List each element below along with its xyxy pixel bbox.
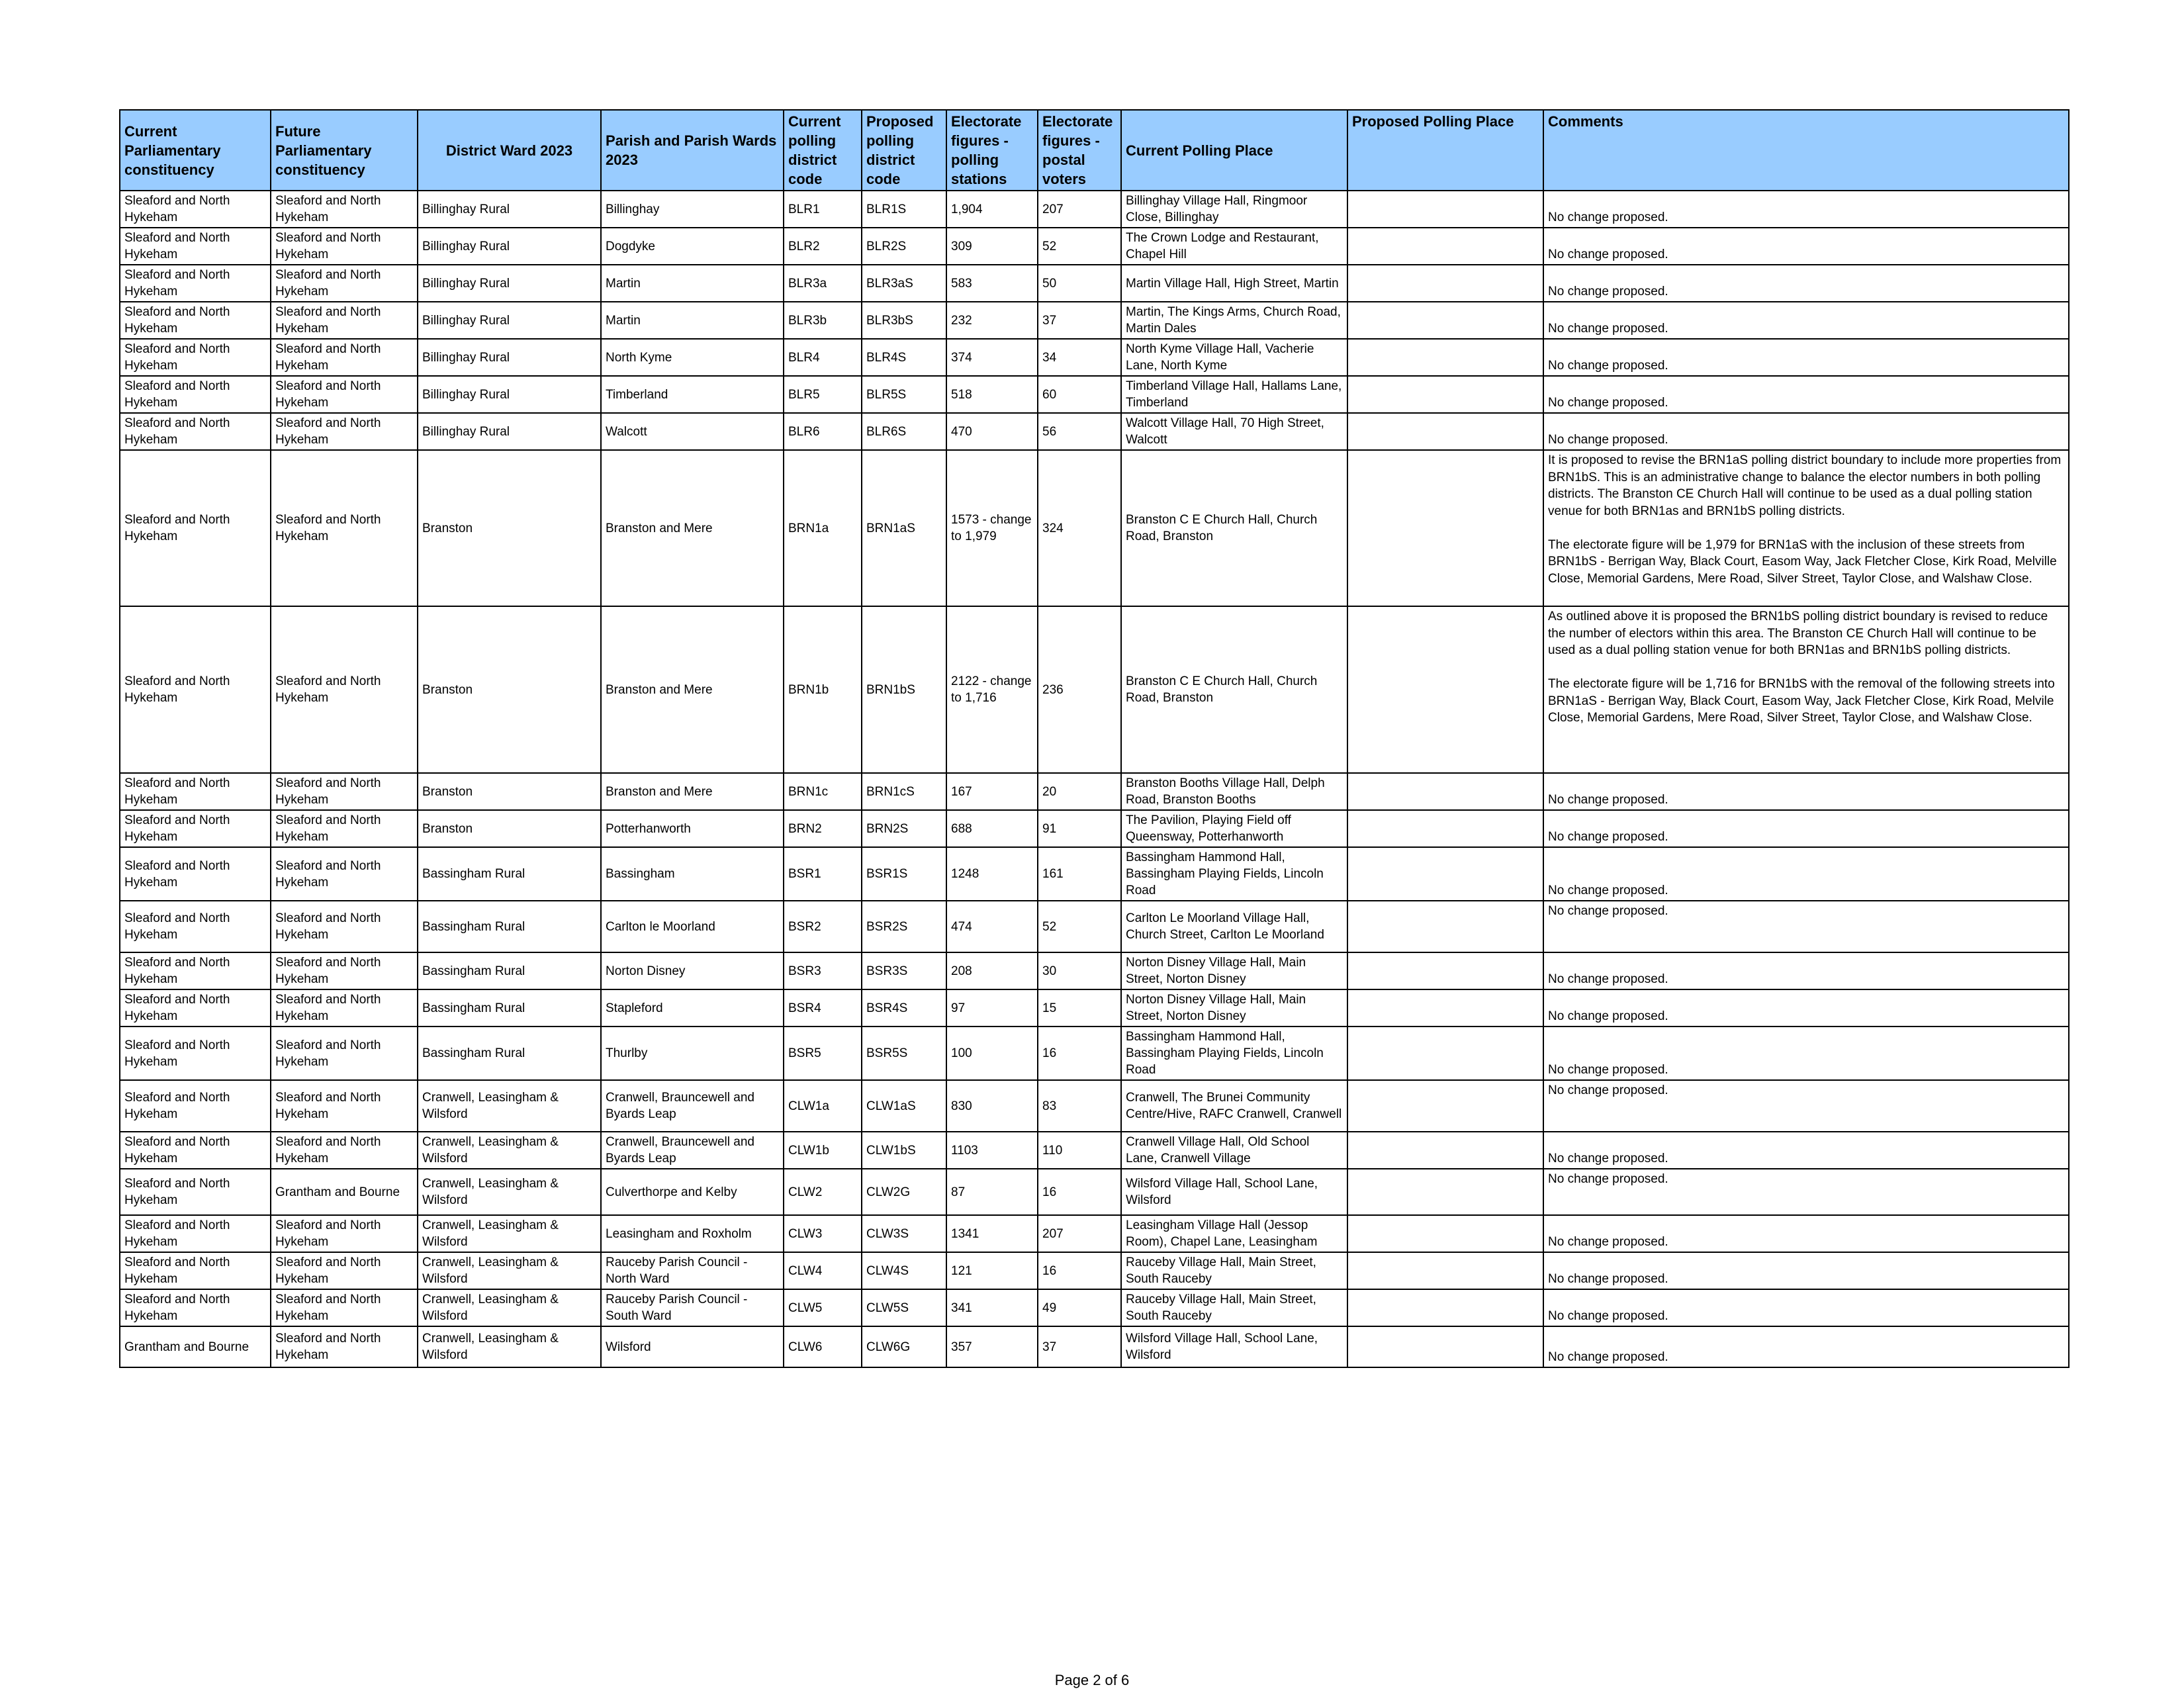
header-proposed-place: Proposed Polling Place: [1347, 110, 1543, 191]
proposed-place-cell: [1347, 228, 1543, 265]
future-constituency-cell: Sleaford and North Hykeham: [271, 952, 418, 989]
electorate-postal-cell: 110: [1038, 1132, 1121, 1169]
district-ward-cell: Cranwell, Leasingham & Wilsford: [418, 1080, 601, 1132]
current-constituency-cell: Sleaford and North Hykeham: [120, 339, 271, 376]
district-ward-cell: Billinghay Rural: [418, 376, 601, 413]
parish-cell: Dogdyke: [601, 228, 784, 265]
electorate-stations-cell: 518: [946, 376, 1038, 413]
page-number: Page 2 of 6: [1054, 1672, 1130, 1688]
current-code-cell: CLW2: [784, 1169, 862, 1215]
district-ward-cell: Bassingham Rural: [418, 1027, 601, 1080]
district-ward-cell: Billinghay Rural: [418, 339, 601, 376]
current-place-cell: Cranwell, The Brunei Community Centre/Hive, RAFC Cranwell, Cranwell: [1121, 1080, 1347, 1132]
future-constituency-cell: Sleaford and North Hykeham: [271, 228, 418, 265]
parish-cell: North Kyme: [601, 339, 784, 376]
district-ward-cell: Billinghay Rural: [418, 265, 601, 302]
electorate-stations-cell: 87: [946, 1169, 1038, 1215]
proposed-code-cell: BRN1cS: [862, 773, 946, 810]
proposed-place-cell: [1347, 1289, 1543, 1326]
future-constituency-cell: Sleaford and North Hykeham: [271, 1326, 418, 1367]
future-constituency-cell: Sleaford and North Hykeham: [271, 413, 418, 450]
comment-cell: No change proposed.: [1543, 952, 2069, 989]
current-code-cell: BSR5: [784, 1027, 862, 1080]
current-constituency-cell: Sleaford and North Hykeham: [120, 228, 271, 265]
parish-cell: Cranwell, Brauncewell and Byards Leap: [601, 1132, 784, 1169]
proposed-code-cell: CLW5S: [862, 1289, 946, 1326]
current-constituency-cell: Sleaford and North Hykeham: [120, 952, 271, 989]
header-comments: Comments: [1543, 110, 2069, 191]
proposed-place-cell: [1347, 1132, 1543, 1169]
electorate-postal-cell: 15: [1038, 989, 1121, 1027]
proposed-code-cell: BSR1S: [862, 847, 946, 901]
table-row: [120, 1289, 2069, 1326]
comment-cell: No change proposed.: [1543, 1027, 2069, 1080]
district-ward-cell: Bassingham Rural: [418, 989, 601, 1027]
parish-cell: Rauceby Parish Council - North Ward: [601, 1252, 784, 1289]
header-electorate-postal: Electorate figures - postal voters: [1038, 110, 1121, 191]
parish-cell: Cranwell, Brauncewell and Byards Leap: [601, 1080, 784, 1132]
district-ward-cell: Cranwell, Leasingham & Wilsford: [418, 1289, 601, 1326]
proposed-code-cell: BSR5S: [862, 1027, 946, 1080]
electorate-postal-cell: 56: [1038, 413, 1121, 450]
district-ward-cell: Branston: [418, 810, 601, 847]
electorate-postal-cell: 83: [1038, 1080, 1121, 1132]
district-ward-cell: Billinghay Rural: [418, 191, 601, 228]
current-place-cell: Norton Disney Village Hall, Main Street, Norton Disney: [1121, 989, 1347, 1027]
future-constituency-cell: Sleaford and North Hykeham: [271, 773, 418, 810]
parish-cell: Rauceby Parish Council - South Ward: [601, 1289, 784, 1326]
electorate-postal-cell: 34: [1038, 339, 1121, 376]
current-place-cell: The Crown Lodge and Restaurant, Chapel Hill: [1121, 228, 1347, 265]
proposed-place-cell: [1347, 1169, 1543, 1215]
electorate-postal-cell: 324: [1038, 450, 1121, 606]
electorate-postal-cell: 207: [1038, 191, 1121, 228]
electorate-stations-cell: 688: [946, 810, 1038, 847]
parish-cell: Walcott: [601, 413, 784, 450]
current-code-cell: BLR2: [784, 228, 862, 265]
current-constituency-cell: Sleaford and North Hykeham: [120, 1252, 271, 1289]
electorate-postal-cell: 52: [1038, 228, 1121, 265]
current-place-cell: The Pavilion, Playing Field off Queensway, Potterhanworth: [1121, 810, 1347, 847]
proposed-code-cell: BLR6S: [862, 413, 946, 450]
comment-cell: No change proposed.: [1543, 1252, 2069, 1289]
electorate-postal-cell: 207: [1038, 1215, 1121, 1252]
proposed-code-cell: CLW1bS: [862, 1132, 946, 1169]
electorate-postal-cell: 49: [1038, 1289, 1121, 1326]
electorate-postal-cell: 16: [1038, 1169, 1121, 1215]
parish-cell: Bassingham: [601, 847, 784, 901]
current-constituency-cell: Sleaford and North Hykeham: [120, 773, 271, 810]
table-row: [120, 1080, 2069, 1132]
parish-cell: Branston and Mere: [601, 606, 784, 773]
current-code-cell: CLW6: [784, 1326, 862, 1367]
proposed-place-cell: [1347, 606, 1543, 773]
polling-districts-table: [119, 109, 2070, 1368]
electorate-stations-cell: 1248: [946, 847, 1038, 901]
district-ward-cell: Bassingham Rural: [418, 952, 601, 989]
current-constituency-cell: Sleaford and North Hykeham: [120, 265, 271, 302]
proposed-place-cell: [1347, 302, 1543, 339]
proposed-place-cell: [1347, 1080, 1543, 1132]
current-code-cell: CLW5: [784, 1289, 862, 1326]
current-place-cell: Wilsford Village Hall, School Lane, Wilsford: [1121, 1169, 1347, 1215]
header-electorate-stations: Electorate figures - polling stations: [946, 110, 1038, 191]
parish-cell: Potterhanworth: [601, 810, 784, 847]
current-constituency-cell: Sleaford and North Hykeham: [120, 1289, 271, 1326]
future-constituency-cell: Sleaford and North Hykeham: [271, 606, 418, 773]
proposed-place-cell: [1347, 773, 1543, 810]
parish-cell: Carlton le Moorland: [601, 901, 784, 952]
proposed-place-cell: [1347, 989, 1543, 1027]
proposed-place-cell: [1347, 952, 1543, 989]
table-row: [120, 1132, 2069, 1169]
proposed-place-cell: [1347, 1252, 1543, 1289]
current-code-cell: CLW1a: [784, 1080, 862, 1132]
current-code-cell: BRN1c: [784, 773, 862, 810]
current-place-cell: Branston C E Church Hall, Church Road, Branston: [1121, 606, 1347, 773]
future-constituency-cell: Sleaford and North Hykeham: [271, 1289, 418, 1326]
proposed-place-cell: [1347, 450, 1543, 606]
electorate-postal-cell: 20: [1038, 773, 1121, 810]
parish-cell: Timberland: [601, 376, 784, 413]
electorate-stations-cell: 1,904: [946, 191, 1038, 228]
comment-cell: No change proposed.: [1543, 376, 2069, 413]
comment-cell: No change proposed.: [1543, 847, 2069, 901]
current-place-cell: Norton Disney Village Hall, Main Street, Norton Disney: [1121, 952, 1347, 989]
proposed-code-cell: BLR1S: [862, 191, 946, 228]
comment-cell: No change proposed.: [1543, 773, 2069, 810]
current-code-cell: BSR3: [784, 952, 862, 989]
current-constituency-cell: Sleaford and North Hykeham: [120, 302, 271, 339]
electorate-postal-cell: 161: [1038, 847, 1121, 901]
electorate-postal-cell: 30: [1038, 952, 1121, 989]
proposed-code-cell: BRN1bS: [862, 606, 946, 773]
current-place-cell: Walcott Village Hall, 70 High Street, Walcott: [1121, 413, 1347, 450]
parish-cell: Billinghay: [601, 191, 784, 228]
current-code-cell: BRN2: [784, 810, 862, 847]
current-place-cell: Branston C E Church Hall, Church Road, Branston: [1121, 450, 1347, 606]
proposed-place-cell: [1347, 413, 1543, 450]
electorate-stations-cell: 97: [946, 989, 1038, 1027]
current-constituency-cell: Grantham and Bourne: [120, 1326, 271, 1367]
proposed-code-cell: BLR2S: [862, 228, 946, 265]
comment-cell: No change proposed.: [1543, 228, 2069, 265]
comment-cell: No change proposed.: [1543, 989, 2069, 1027]
parish-cell: Martin: [601, 265, 784, 302]
electorate-stations-cell: 208: [946, 952, 1038, 989]
current-place-cell: Billinghay Village Hall, Ringmoor Close, Billinghay: [1121, 191, 1347, 228]
current-code-cell: CLW4: [784, 1252, 862, 1289]
table-row: [120, 901, 2069, 952]
electorate-stations-cell: 1103: [946, 1132, 1038, 1169]
table-body: [120, 191, 2069, 1367]
district-ward-cell: Cranwell, Leasingham & Wilsford: [418, 1215, 601, 1252]
proposed-code-cell: CLW3S: [862, 1215, 946, 1252]
table-row: [120, 1027, 2069, 1080]
parish-cell: Culverthorpe and Kelby: [601, 1169, 784, 1215]
current-place-cell: North Kyme Village Hall, Vacherie Lane, North Kyme: [1121, 339, 1347, 376]
district-ward-cell: Branston: [418, 606, 601, 773]
current-constituency-cell: Sleaford and North Hykeham: [120, 901, 271, 952]
electorate-stations-cell: 357: [946, 1326, 1038, 1367]
comment-cell: It is proposed to revise the BRN1aS polling district boundary to include more properties from BRN1bS. This is an administrative change to balance the elector numbers in both polling districts. The Branston CE Church Hall will continue to be used as a dual polling station venue for both BRN1as and BRN1bS polling districts. The electorate figure will be 1,979 for BRN1aS with the inclusion of these streets from BRN1bS - Berrigan Way, Black Court, Easom Way, Jack Fletcher Close, Kirk Road, Melville Close, Memorial Gardens, Mere Road, Silver Street, Taylor Close, and Walshaw Close.: [1543, 450, 2069, 606]
district-ward-cell: Billinghay Rural: [418, 302, 601, 339]
current-place-cell: Leasingham Village Hall (Jessop Room), Chapel Lane, Leasingham: [1121, 1215, 1347, 1252]
comment-cell: No change proposed.: [1543, 265, 2069, 302]
proposed-code-cell: BLR4S: [862, 339, 946, 376]
proposed-place-cell: [1347, 265, 1543, 302]
proposed-code-cell: BRN2S: [862, 810, 946, 847]
proposed-code-cell: CLW2G: [862, 1169, 946, 1215]
current-code-cell: CLW1b: [784, 1132, 862, 1169]
table-row: [120, 376, 2069, 413]
future-constituency-cell: Sleaford and North Hykeham: [271, 901, 418, 952]
proposed-place-cell: [1347, 376, 1543, 413]
comment-cell: No change proposed.: [1543, 1289, 2069, 1326]
proposed-place-cell: [1347, 1215, 1543, 1252]
current-code-cell: CLW3: [784, 1215, 862, 1252]
table-row: [120, 191, 2069, 228]
current-code-cell: BRN1a: [784, 450, 862, 606]
current-place-cell: Branston Booths Village Hall, Delph Road, Branston Booths: [1121, 773, 1347, 810]
future-constituency-cell: Sleaford and North Hykeham: [271, 265, 418, 302]
comment-cell: No change proposed.: [1543, 901, 2069, 952]
proposed-place-cell: [1347, 339, 1543, 376]
current-constituency-cell: Sleaford and North Hykeham: [120, 847, 271, 901]
proposed-code-cell: CLW4S: [862, 1252, 946, 1289]
current-place-cell: Martin Village Hall, High Street, Martin: [1121, 265, 1347, 302]
current-constituency-cell: Sleaford and North Hykeham: [120, 1080, 271, 1132]
current-constituency-cell: Sleaford and North Hykeham: [120, 606, 271, 773]
future-constituency-cell: Sleaford and North Hykeham: [271, 810, 418, 847]
proposed-code-cell: BLR5S: [862, 376, 946, 413]
parish-cell: Thurlby: [601, 1027, 784, 1080]
electorate-stations-cell: 374: [946, 339, 1038, 376]
current-constituency-cell: Sleaford and North Hykeham: [120, 989, 271, 1027]
proposed-place-cell: [1347, 1326, 1543, 1367]
future-constituency-cell: Sleaford and North Hykeham: [271, 989, 418, 1027]
current-constituency-cell: Sleaford and North Hykeham: [120, 1027, 271, 1080]
current-constituency-cell: Sleaford and North Hykeham: [120, 191, 271, 228]
header-current-place: Current Polling Place: [1121, 110, 1347, 191]
current-constituency-cell: Sleaford and North Hykeham: [120, 1215, 271, 1252]
current-code-cell: BLR3b: [784, 302, 862, 339]
header-parish: Parish and Parish Wards 2023: [601, 110, 784, 191]
current-place-cell: Timberland Village Hall, Hallams Lane, Timberland: [1121, 376, 1347, 413]
future-constituency-cell: Sleaford and North Hykeham: [271, 1252, 418, 1289]
parish-cell: Leasingham and Roxholm: [601, 1215, 784, 1252]
proposed-place-cell: [1347, 901, 1543, 952]
table-row: [120, 228, 2069, 265]
comment-cell: No change proposed.: [1543, 413, 2069, 450]
proposed-place-cell: [1347, 810, 1543, 847]
proposed-place-cell: [1347, 1027, 1543, 1080]
future-constituency-cell: Sleaford and North Hykeham: [271, 191, 418, 228]
electorate-stations-cell: 121: [946, 1252, 1038, 1289]
proposed-place-cell: [1347, 191, 1543, 228]
proposed-code-cell: CLW1aS: [862, 1080, 946, 1132]
electorate-postal-cell: 50: [1038, 265, 1121, 302]
table-row: [120, 810, 2069, 847]
table-row: [120, 302, 2069, 339]
comment-cell: No change proposed.: [1543, 1326, 2069, 1367]
electorate-stations-cell: 2122 - change to 1,716: [946, 606, 1038, 773]
comment-cell: As outlined above it is proposed the BRN1bS polling district boundary is revised to reduce the number of electors within this area. The Branston CE Church Hall will continue to be used as a dual polling station venue for both BRN1as and BRN1bS polling districts. The electorate figure will be 1,716 for BRN1bS with the removal of the following streets into BRN1aS - Berrigan Way, Black Court, Easom Way, Jack Fletcher Close, Kirk Road, Melvile Close, Memorial Gardens, Mere Road, Silver Street, Taylor Close, and Walshaw Close.: [1543, 606, 2069, 773]
table-row: [120, 1252, 2069, 1289]
comment-cell: No change proposed.: [1543, 302, 2069, 339]
electorate-postal-cell: 16: [1038, 1252, 1121, 1289]
parish-cell: Wilsford: [601, 1326, 784, 1367]
comment-cell: No change proposed.: [1543, 1215, 2069, 1252]
district-ward-cell: Bassingham Rural: [418, 901, 601, 952]
table-row: [120, 1215, 2069, 1252]
current-code-cell: BLR1: [784, 191, 862, 228]
header-district-ward: District Ward 2023: [418, 110, 601, 191]
electorate-stations-cell: 583: [946, 265, 1038, 302]
electorate-postal-cell: 16: [1038, 1027, 1121, 1080]
header-current-constituency: Current Parliamentary constituency: [120, 110, 271, 191]
future-constituency-cell: Sleaford and North Hykeham: [271, 376, 418, 413]
parish-cell: Branston and Mere: [601, 450, 784, 606]
current-code-cell: BLR4: [784, 339, 862, 376]
table-row: [120, 450, 2069, 606]
current-code-cell: BRN1b: [784, 606, 862, 773]
proposed-code-cell: BSR4S: [862, 989, 946, 1027]
current-place-cell: Rauceby Village Hall, Main Street, South Rauceby: [1121, 1252, 1347, 1289]
current-code-cell: BLR3a: [784, 265, 862, 302]
district-ward-cell: Bassingham Rural: [418, 847, 601, 901]
proposed-code-cell: CLW6G: [862, 1326, 946, 1367]
table-row: [120, 606, 2069, 773]
proposed-code-cell: BSR2S: [862, 901, 946, 952]
current-constituency-cell: Sleaford and North Hykeham: [120, 450, 271, 606]
electorate-stations-cell: 232: [946, 302, 1038, 339]
parish-cell: Martin: [601, 302, 784, 339]
current-constituency-cell: Sleaford and North Hykeham: [120, 413, 271, 450]
district-ward-cell: Billinghay Rural: [418, 228, 601, 265]
electorate-postal-cell: 60: [1038, 376, 1121, 413]
future-constituency-cell: Sleaford and North Hykeham: [271, 302, 418, 339]
future-constituency-cell: Sleaford and North Hykeham: [271, 1132, 418, 1169]
proposed-code-cell: BRN1aS: [862, 450, 946, 606]
current-place-cell: Rauceby Village Hall, Main Street, South Rauceby: [1121, 1289, 1347, 1326]
electorate-stations-cell: 341: [946, 1289, 1038, 1326]
current-code-cell: BLR5: [784, 376, 862, 413]
future-constituency-cell: Sleaford and North Hykeham: [271, 450, 418, 606]
current-place-cell: Wilsford Village Hall, School Lane, Wilsford: [1121, 1326, 1347, 1367]
table-row: [120, 1169, 2069, 1215]
current-place-cell: Bassingham Hammond Hall, Bassingham Playing Fields, Lincoln Road: [1121, 1027, 1347, 1080]
current-code-cell: BSR2: [784, 901, 862, 952]
future-constituency-cell: Sleaford and North Hykeham: [271, 847, 418, 901]
electorate-stations-cell: 167: [946, 773, 1038, 810]
header-proposed-code: Proposed polling district code: [862, 110, 946, 191]
district-ward-cell: Cranwell, Leasingham & Wilsford: [418, 1252, 601, 1289]
district-ward-cell: Branston: [418, 450, 601, 606]
electorate-stations-cell: 1341: [946, 1215, 1038, 1252]
current-constituency-cell: Sleaford and North Hykeham: [120, 810, 271, 847]
proposed-code-cell: BLR3aS: [862, 265, 946, 302]
electorate-postal-cell: 37: [1038, 302, 1121, 339]
table-row: [120, 413, 2069, 450]
future-constituency-cell: Sleaford and North Hykeham: [271, 1215, 418, 1252]
electorate-stations-cell: 309: [946, 228, 1038, 265]
current-code-cell: BLR6: [784, 413, 862, 450]
electorate-postal-cell: 37: [1038, 1326, 1121, 1367]
table-header: [120, 110, 2069, 191]
table-row: [120, 1326, 2069, 1367]
current-place-cell: Bassingham Hammond Hall, Bassingham Playing Fields, Lincoln Road: [1121, 847, 1347, 901]
electorate-postal-cell: 91: [1038, 810, 1121, 847]
current-constituency-cell: Sleaford and North Hykeham: [120, 376, 271, 413]
district-ward-cell: Billinghay Rural: [418, 413, 601, 450]
electorate-stations-cell: 830: [946, 1080, 1038, 1132]
comment-cell: No change proposed.: [1543, 1080, 2069, 1132]
electorate-stations-cell: 1573 - change to 1,979: [946, 450, 1038, 606]
table-row: [120, 339, 2069, 376]
comment-cell: No change proposed.: [1543, 191, 2069, 228]
electorate-postal-cell: 236: [1038, 606, 1121, 773]
future-constituency-cell: Sleaford and North Hykeham: [271, 339, 418, 376]
parish-cell: Stapleford: [601, 989, 784, 1027]
electorate-stations-cell: 100: [946, 1027, 1038, 1080]
electorate-stations-cell: 470: [946, 413, 1038, 450]
district-ward-cell: Branston: [418, 773, 601, 810]
current-place-cell: Martin, The Kings Arms, Church Road, Martin Dales: [1121, 302, 1347, 339]
proposed-code-cell: BSR3S: [862, 952, 946, 989]
current-code-cell: BSR4: [784, 989, 862, 1027]
proposed-code-cell: BLR3bS: [862, 302, 946, 339]
current-constituency-cell: Sleaford and North Hykeham: [120, 1169, 271, 1215]
current-place-cell: Cranwell Village Hall, Old School Lane, Cranwell Village: [1121, 1132, 1347, 1169]
district-ward-cell: Cranwell, Leasingham & Wilsford: [418, 1326, 601, 1367]
current-place-cell: Carlton Le Moorland Village Hall, Church Street, Carlton Le Moorland: [1121, 901, 1347, 952]
electorate-stations-cell: 474: [946, 901, 1038, 952]
current-code-cell: BSR1: [784, 847, 862, 901]
parish-cell: Norton Disney: [601, 952, 784, 989]
comment-cell: No change proposed.: [1543, 339, 2069, 376]
comment-cell: No change proposed.: [1543, 1132, 2069, 1169]
parish-cell: Branston and Mere: [601, 773, 784, 810]
table-row: [120, 847, 2069, 901]
table-row: [120, 952, 2069, 989]
comment-cell: No change proposed.: [1543, 1169, 2069, 1215]
current-constituency-cell: Sleaford and North Hykeham: [120, 1132, 271, 1169]
district-ward-cell: Cranwell, Leasingham & Wilsford: [418, 1169, 601, 1215]
table-row: [120, 265, 2069, 302]
future-constituency-cell: Sleaford and North Hykeham: [271, 1080, 418, 1132]
future-constituency-cell: Grantham and Bourne: [271, 1169, 418, 1215]
comment-cell: No change proposed.: [1543, 810, 2069, 847]
table-row: [120, 773, 2069, 810]
header-future-constituency: Future Parliamentary constituency: [271, 110, 418, 191]
header-current-code: Current polling district code: [784, 110, 862, 191]
electorate-postal-cell: 52: [1038, 901, 1121, 952]
future-constituency-cell: Sleaford and North Hykeham: [271, 1027, 418, 1080]
table-row: [120, 989, 2069, 1027]
proposed-place-cell: [1347, 847, 1543, 901]
district-ward-cell: Cranwell, Leasingham & Wilsford: [418, 1132, 601, 1169]
